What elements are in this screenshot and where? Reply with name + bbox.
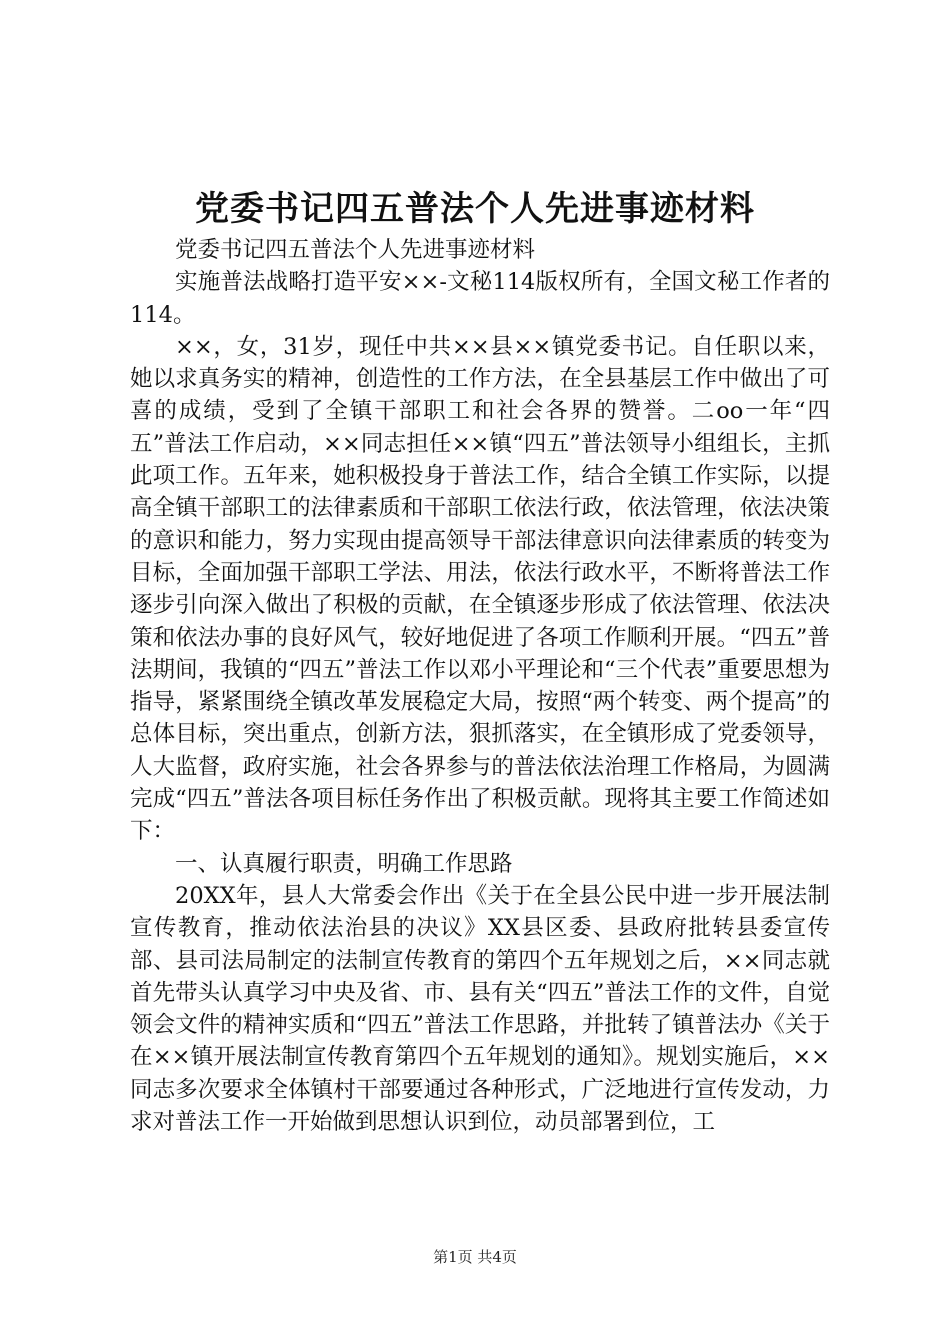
body-paragraph: 实施普法战略打造平安××-文秘114版权所有，全国文秘工作者的114。: [130, 269, 830, 328]
page-indicator: 第1页 共4页: [433, 1248, 517, 1266]
document-body: [130, 234, 830, 1138]
section-heading: 一、认真履行职责，明确工作思路: [175, 850, 513, 877]
body-paragraph-subtitle: 党委书记四五普法个人先进事迹材料: [175, 237, 536, 263]
document-title: 党委书记四五普法个人先进事迹材料: [195, 189, 755, 229]
body-paragraph: 20XX年，县人大常委会作出《关于在全县公民中进一步开展法制宣传教育，推动依法治县的决议》XX县区委、县政府批转县委宣传部、县司法局制定的法制宣传教育的第四个五年规划之后，××同志就首先带头认真学习中央及省、市、县有关“四五”普法工作的文件，自觉领会文件的精神实质和“四五”普法工作思路，并批转了镇普法办《关于在××镇开展法制宣传教育第四个五年规划的通知》。规划实施后，××同志多次要求全体镇村干部要通过各种形式，广泛地进行宣传发动，力求对普法工作一开始做到思想认识到位，动员部署到位，工: [130, 882, 830, 1136]
body-paragraph: ××，女，31岁，现任中共××县××镇党委书记。自任职以来，她以求真务实的精神，创造性的工作方法，在全县基层工作中做出了可喜的成绩，受到了全镇干部职工和社会各界的赞誉。二oo一年“四五”普法工作启动，××同志担任××镇“四五”普法领导小组组长，主抓此项工作。五年来，她积极投身于普法工作，结合全镇工作实际，以提高全镇干部职工的法律素质和干部职工依法行政，依法管理，依法决策的意识和能力，努力实现由提高领导干部法律意识向法律素质的转变为目标，全面加强干部职工学法、用法，依法行政水平，不断将普法工作逐步引向深入做出了积极的贡献，在全镇逐步形成了依法管理、依法决策和依法办事的良好风气，较好地促进了各项工作顺利开展。“四五”普法期间，我镇的“四五”普法工作以邓小平理论和“三个代表”重要思想为指导，紧紧围绕全镇改革发展稳定大局，按照“两个转变、两个提高”的总体目标，突出重点，创新方法，狠抓落实，在全镇形成了党委领导，人大监督，政府实施，社会各界参与的普法依法治理工作格局，为圆满完成“四五”普法各项目标任务作出了积极贡献。现将其主要工作简述如下：: [130, 333, 830, 845]
